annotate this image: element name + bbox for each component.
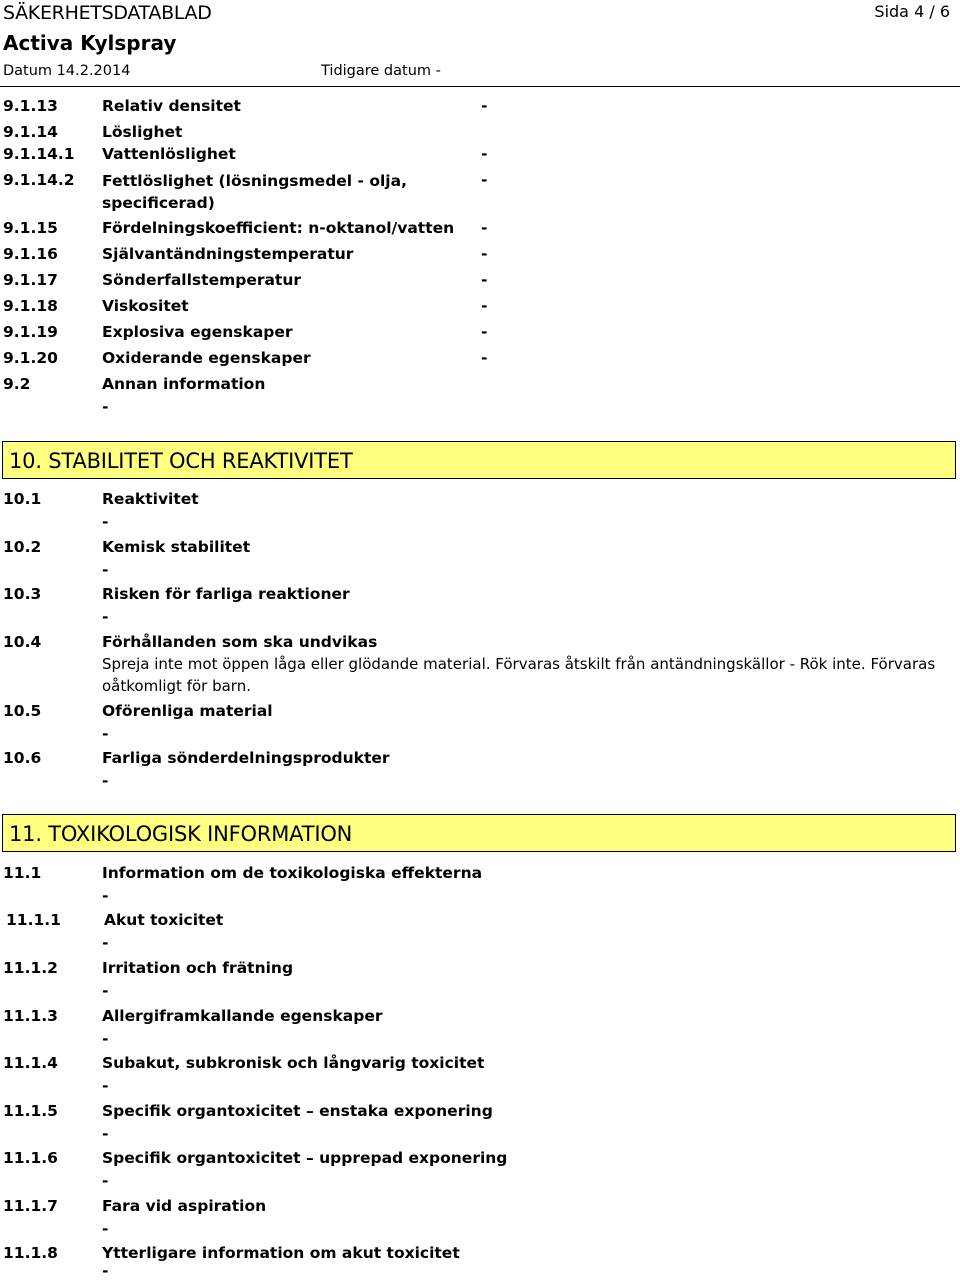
row-number: 9.1.14.2 bbox=[3, 171, 75, 189]
item-value: - bbox=[102, 1125, 109, 1143]
item-label: Allergiframkallande egenskaper bbox=[102, 1007, 383, 1025]
product-name: Activa Kylspray bbox=[3, 31, 177, 55]
row-value: - bbox=[481, 271, 488, 289]
section-title: 10. STABILITET OCH REAKTIVITET bbox=[9, 449, 353, 473]
row-number: 9.1.17 bbox=[3, 271, 58, 289]
item-number: 10.6 bbox=[3, 749, 42, 767]
header-dates bbox=[3, 62, 441, 80]
row-label: Vattenlöslighet bbox=[102, 145, 236, 163]
item-number: 11.1.3 bbox=[3, 1007, 58, 1025]
row-value: - bbox=[481, 145, 488, 163]
row-label: Självantändningstemperatur bbox=[102, 245, 354, 263]
item-label: Specifik organtoxicitet – enstaka exponering bbox=[102, 1102, 493, 1120]
header-divider bbox=[0, 86, 960, 87]
item-value: - bbox=[102, 561, 109, 579]
item-label: Kemisk stabilitet bbox=[102, 538, 251, 556]
section-header-10 bbox=[2, 441, 956, 479]
row-number: 9.1.19 bbox=[3, 323, 58, 341]
item-label: Förhållanden som ska undvikas bbox=[102, 633, 378, 651]
row-value: - bbox=[481, 219, 488, 237]
item-label: Risken för farliga reaktioner bbox=[102, 585, 350, 603]
item-value: - bbox=[102, 513, 109, 531]
item-value: - bbox=[102, 1262, 109, 1280]
item-label: Ytterligare information om akut toxicitet bbox=[102, 1244, 460, 1262]
item-label: Fara vid aspiration bbox=[102, 1197, 267, 1215]
row-label: Viskositet bbox=[102, 297, 189, 315]
row-number: 9.1.16 bbox=[3, 245, 58, 263]
item-number: 10.5 bbox=[3, 702, 42, 720]
item-value: - bbox=[102, 1172, 109, 1190]
row-label: Explosiva egenskaper bbox=[102, 323, 293, 341]
item-label: Akut toxicitet bbox=[104, 911, 224, 929]
previous-date-label: Tidigare datum - bbox=[321, 63, 441, 79]
item-value: - bbox=[102, 1220, 109, 1238]
row-label: Fördelningskoefficient: n-oktanol/vatten bbox=[102, 219, 455, 237]
item-number: 11.1.7 bbox=[3, 1197, 58, 1215]
item-label: Information om de toxikologiska effekterna bbox=[102, 864, 483, 882]
row-value: - bbox=[481, 297, 488, 315]
item-number: 11.1.4 bbox=[3, 1054, 58, 1072]
item-number: 11.1.6 bbox=[3, 1149, 58, 1167]
item-value: - bbox=[102, 887, 109, 905]
document-title: SÄKERHETSDATABLAD bbox=[3, 2, 212, 24]
row-number: 9.1.13 bbox=[3, 97, 58, 115]
item-number: 11.1.5 bbox=[3, 1102, 58, 1120]
row-label: Fettlöslighet (lösningsmedel - olja, specificerad) bbox=[102, 172, 407, 212]
row-number: 9.1.14.1 bbox=[3, 145, 75, 163]
item-number: 10.1 bbox=[3, 490, 42, 508]
item-number: 10.4 bbox=[3, 633, 42, 651]
item-number: 11.1 bbox=[3, 864, 42, 882]
row-label: Relativ densitet bbox=[102, 97, 241, 115]
row-label: Sönderfallstemperatur bbox=[102, 271, 302, 289]
row-value: - bbox=[481, 171, 488, 189]
section-title: 11. TOXIKOLOGISK INFORMATION bbox=[9, 822, 353, 846]
row-label: Annan information bbox=[102, 375, 266, 393]
item-label: Specifik organtoxicitet – upprepad exponering bbox=[102, 1149, 508, 1167]
row-number: 9.1.20 bbox=[3, 349, 58, 367]
item-number: 10.3 bbox=[3, 585, 42, 603]
item-number: 11.1.1 bbox=[6, 911, 61, 929]
item-value: - bbox=[102, 1030, 109, 1048]
item-label: Irritation och frätning bbox=[102, 959, 294, 977]
page-number: Sida 4 / 6 bbox=[874, 2, 950, 21]
row-value: - bbox=[102, 398, 109, 416]
item-value: - bbox=[102, 1077, 109, 1095]
date-label: Datum 14.2.2014 bbox=[3, 63, 131, 79]
row-value: - bbox=[481, 97, 488, 115]
item-value: - bbox=[102, 608, 109, 626]
row-value: - bbox=[481, 349, 488, 367]
item-label: Subakut, subkronisk och långvarig toxicitet bbox=[102, 1054, 485, 1072]
row-label: Oxiderande egenskaper bbox=[102, 349, 311, 367]
item-label: Reaktivitet bbox=[102, 490, 199, 508]
row-number: 9.1.14 bbox=[3, 123, 58, 141]
item-label: Farliga sönderdelningsprodukter bbox=[102, 749, 390, 767]
item-value: - bbox=[102, 725, 109, 743]
row-number: 9.1.15 bbox=[3, 219, 58, 237]
item-number: 11.1.8 bbox=[3, 1244, 58, 1262]
item-value: Spreja inte mot öppen låga eller glödande material. Förvaras åtskilt från antändningskällor - Rök inte. Förvaras oåtkomligt för barn. bbox=[102, 655, 936, 695]
section-header-11 bbox=[2, 814, 956, 852]
item-value: - bbox=[102, 934, 109, 952]
row-value: - bbox=[481, 245, 488, 263]
item-value: - bbox=[102, 772, 109, 790]
item-number: 11.1.2 bbox=[3, 959, 58, 977]
item-number: 10.2 bbox=[3, 538, 42, 556]
item-label: Oförenliga material bbox=[102, 702, 273, 720]
row-number: 9.1.18 bbox=[3, 297, 58, 315]
row-value: - bbox=[481, 323, 488, 341]
row-label: Löslighet bbox=[102, 123, 183, 141]
row-number: 9.2 bbox=[3, 375, 31, 393]
item-value: - bbox=[102, 982, 109, 1000]
